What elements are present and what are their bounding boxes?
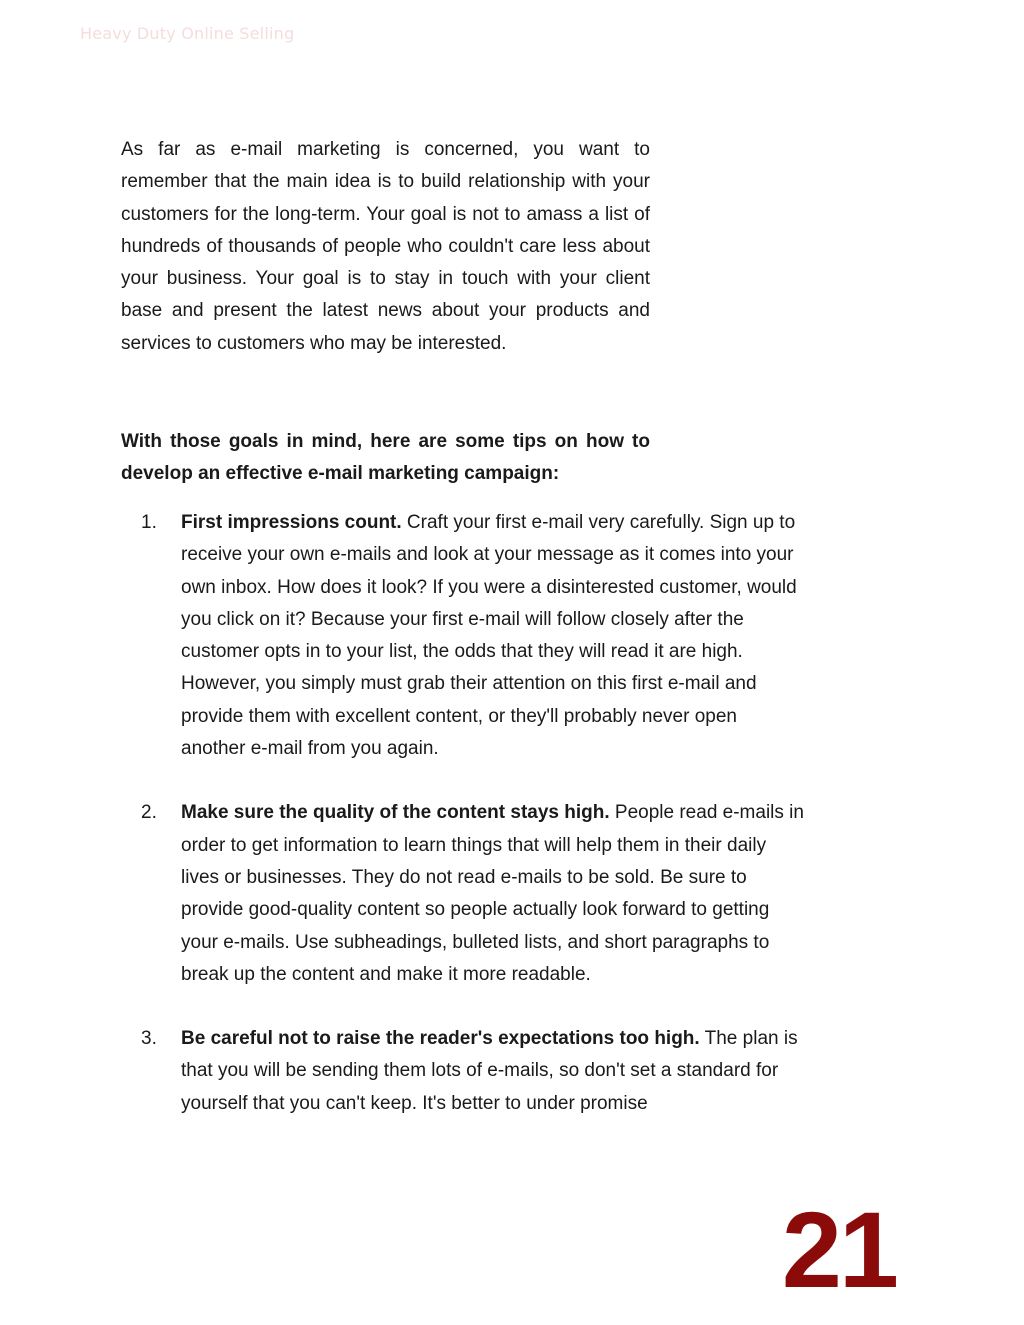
list-item-number: 2. [141,802,157,824]
list-item-title: First impressions count. [181,512,402,533]
page-number: 21 [781,1189,896,1310]
list-item [141,797,806,991]
tips-lead-paragraph: With those goals in mind, here are some tips on how to develop an effective e-mail marketing campaign: [121,431,650,485]
list-item-number: 1. [141,512,157,533]
list-item-title: Make sure the quality of the content stays high. [181,802,610,824]
intro-paragraph: As far as e-mail marketing is concerned, you want to remember that the main idea is to build relationship with your customers for the long-term. Your goal is not to amass a list of hundreds of thousands of people who couldn't care less about your business. Your goal is to stay in touch with your client base and present the latest news about your products and services to customers who may be interested. [121,139,650,354]
list-item [141,507,806,765]
list-item [141,1023,806,1120]
tips-list [141,507,806,1152]
list-item-number: 3. [141,1028,157,1050]
list-item-body: Craft your first e-mail very carefully. Sign up to receive your own e-mails and look at your message as it comes into your own inbox. How does it look? If you were a disinterested customer, would you click on it? Because your first e-mail will follow closely after the customer opts in to your list, the odds that they will read it are high. However, you simply must grab their attention on this first e-mail and provide them with excellent content, or they'll probably never open another e-mail from you again. [181,512,797,760]
running-header: Heavy Duty Online Selling [80,24,295,43]
list-item-body: People read e-mails in order to get information to learn things that will help them in their daily lives or businesses. They do not read e-mails to be sold. Be sure to provide good-quality content so people actually look forward to getting your e-mails. Use subheadings, bulleted lists, and short paragraphs to break up the content and make it more readable. [181,802,804,985]
list-item-title: Be careful not to raise the reader's expectations too high. [181,1028,700,1050]
list-item-body: The plan is that you will be sending them lots of e-mails, so don't set a standard for yourself that you can't keep. It's better to under promise [181,1028,798,1114]
